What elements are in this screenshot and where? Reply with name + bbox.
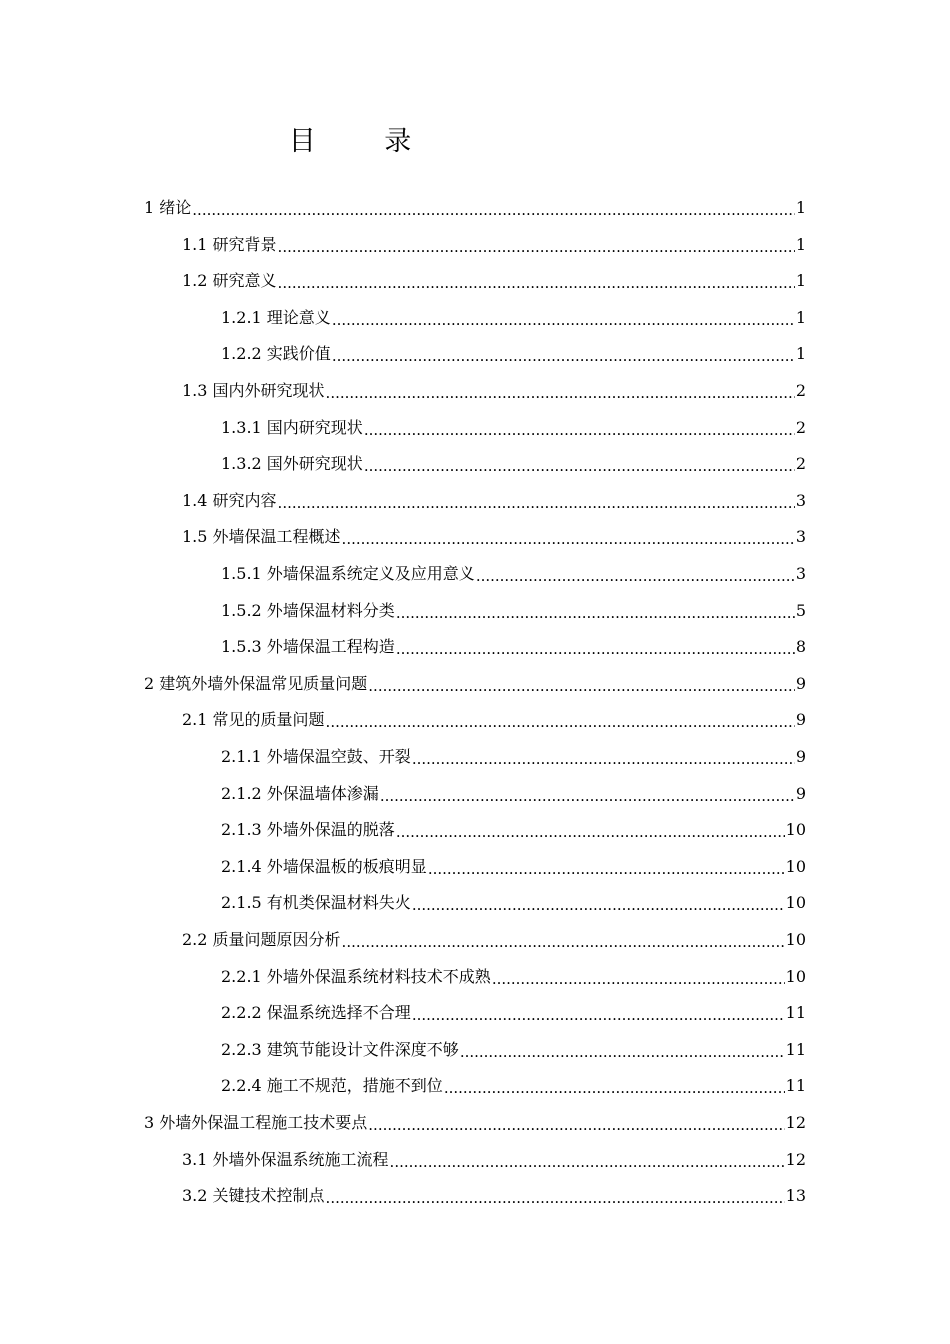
toc-page-number: 1 <box>795 198 806 217</box>
toc-entry[interactable] <box>182 1142 806 1178</box>
toc-entry-label: 3.2 关键技术控制点 <box>182 1186 325 1206</box>
toc-entry[interactable] <box>221 410 806 446</box>
toc-entry-label: 1 绪论 <box>144 198 192 217</box>
toc-entry[interactable] <box>182 227 806 263</box>
toc-entry[interactable] <box>182 922 806 958</box>
toc-entry-label: 1.3 国内外研究现状 <box>182 381 325 400</box>
toc-page-number: 1 <box>795 344 806 364</box>
toc-dot-leader <box>476 566 795 586</box>
toc-dot-leader <box>332 346 795 366</box>
toc-entry[interactable] <box>221 336 806 372</box>
toc-entry-label: 3 外墙外保温工程施工技术要点 <box>144 1113 368 1132</box>
toc-dot-leader <box>364 420 795 440</box>
toc-entry-label: 2.2.2 保温系统选择不合理 <box>221 1003 411 1023</box>
toc-page-number: 9 <box>795 710 806 730</box>
toc-entry[interactable] <box>221 593 806 629</box>
toc-entry[interactable] <box>182 702 806 738</box>
toc-page-number: 10 <box>785 856 806 876</box>
toc-entry[interactable] <box>221 1068 806 1104</box>
toc-entry[interactable] <box>182 263 806 299</box>
toc-entry[interactable] <box>221 812 806 848</box>
toc-dot-leader <box>368 1115 784 1135</box>
toc-entry-label: 2.1.2 外保温墙体渗漏 <box>221 783 379 803</box>
toc-dot-leader <box>326 712 795 732</box>
toc-dot-leader <box>380 786 795 806</box>
toc-page-number: 10 <box>785 893 806 913</box>
toc-dot-leader <box>342 932 785 952</box>
toc-page-number: 2 <box>795 417 806 437</box>
toc-entry[interactable] <box>144 666 806 702</box>
toc-dot-leader <box>278 493 795 513</box>
toc-entry-label: 3.1 外墙外保温系统施工流程 <box>182 1149 389 1169</box>
toc-entry-label: 2.2.4 施工不规范，措施不到位 <box>221 1076 443 1096</box>
toc-entry[interactable] <box>221 959 806 995</box>
toc-page-number: 11 <box>785 1003 806 1023</box>
toc-entry[interactable] <box>221 995 806 1031</box>
toc-page-number: 1 <box>795 271 806 291</box>
toc-dot-leader <box>412 895 785 915</box>
toc-entry[interactable] <box>221 849 806 885</box>
toc-page-number: 10 <box>785 820 806 840</box>
toc-entry[interactable] <box>221 739 806 775</box>
toc-dot-leader <box>278 237 795 257</box>
toc-entry-label: 1.3.2 国外研究现状 <box>221 454 363 474</box>
toc-dot-leader <box>460 1042 785 1062</box>
toc-page-number: 3 <box>795 490 806 510</box>
toc-dot-leader <box>278 273 795 293</box>
toc-page-number: 1 <box>795 234 806 254</box>
toc-entry-label: 2.1.4 外墙保温板的板痕明显 <box>221 856 427 876</box>
toc-entry-label: 1.2.1 理论意义 <box>221 307 331 327</box>
toc-dot-leader <box>492 969 785 989</box>
toc-entry[interactable] <box>221 1032 806 1068</box>
toc-page-number: 12 <box>785 1149 806 1169</box>
toc-page-number: 2 <box>795 454 806 474</box>
toc-dot-leader <box>332 310 795 330</box>
toc-entry[interactable] <box>182 483 806 519</box>
toc-page-number: 2 <box>795 381 806 400</box>
toc-page-number: 9 <box>795 747 806 766</box>
toc-entry-label: 1.2 研究意义 <box>182 271 277 291</box>
toc-page-number: 10 <box>785 930 806 949</box>
toc-dot-leader <box>364 456 795 476</box>
toc-entry-label: 1.1 研究背景 <box>182 234 277 254</box>
toc-page-number: 11 <box>785 1039 806 1059</box>
toc-entry[interactable] <box>144 190 806 226</box>
toc-dot-leader <box>326 383 795 403</box>
toc-dot-leader <box>412 1005 785 1025</box>
toc-dot-leader <box>368 676 795 696</box>
toc-dot-leader <box>342 529 795 549</box>
toc-entry-label: 1.5 外墙保温工程概述 <box>182 527 341 547</box>
toc-entry[interactable] <box>221 300 806 336</box>
toc-page-number: 1 <box>795 307 806 327</box>
toc-entry[interactable] <box>182 373 806 409</box>
toc-page-number: 3 <box>795 527 806 547</box>
toc-entry-label: 1.5.2 外墙保温材料分类 <box>221 600 395 620</box>
toc-page-number: 8 <box>795 637 806 657</box>
toc-entry-label: 2.2.1 外墙外保温系统材料技术不成熟 <box>221 966 491 986</box>
toc-entry-label: 1.5.3 外墙保温工程构造 <box>221 637 395 657</box>
toc-entry[interactable] <box>221 885 806 921</box>
toc-dot-leader <box>444 1078 785 1098</box>
toc-entry-label: 2.1.1 外墙保温空鼓、开裂 <box>221 747 411 766</box>
toc-entry-label: 1.3.1 国内研究现状 <box>221 417 363 437</box>
toc-dot-leader <box>326 1188 785 1208</box>
toc-dot-leader <box>412 749 795 769</box>
toc-entry-label: 2.1 常见的质量问题 <box>182 710 325 730</box>
toc-entry-label: 2.1.5 有机类保温材料失火 <box>221 893 411 913</box>
toc-page-number: 12 <box>785 1113 806 1132</box>
toc-page-number: 11 <box>785 1076 806 1096</box>
toc-entry-label: 2.2.3 建筑节能设计文件深度不够 <box>221 1039 459 1059</box>
toc-entry-label: 2.1.3 外墙外保温的脱落 <box>221 820 395 840</box>
page-title: 目 录 <box>288 126 442 157</box>
toc-entry[interactable] <box>144 1105 806 1141</box>
toc-entry[interactable] <box>182 1178 806 1214</box>
toc-entry-label: 1.2.2 实践价值 <box>221 344 331 364</box>
toc-entry-label: 2 建筑外墙外保温常见质量问题 <box>144 673 368 693</box>
toc-entry[interactable] <box>221 556 806 592</box>
toc-entry-label: 1.5.1 外墙保温系统定义及应用意义 <box>221 564 475 583</box>
toc-dot-leader <box>396 639 795 659</box>
toc-page-number: 10 <box>785 966 806 986</box>
toc-page-number: 9 <box>795 673 806 693</box>
toc-dot-leader <box>396 603 795 623</box>
toc-dot-leader <box>192 200 795 220</box>
toc-entry-label: 2.2 质量问题原因分析 <box>182 930 341 949</box>
toc-page-number: 13 <box>785 1186 806 1206</box>
toc-page-number: 5 <box>795 600 806 620</box>
toc-entry[interactable] <box>182 519 806 555</box>
toc-entry[interactable] <box>221 446 806 482</box>
toc-dot-leader <box>390 1152 785 1172</box>
toc-dot-leader <box>428 859 785 879</box>
toc-entry[interactable] <box>221 776 806 812</box>
toc-dot-leader <box>396 822 785 842</box>
toc-entry[interactable] <box>221 629 806 665</box>
toc-entry-label: 1.4 研究内容 <box>182 490 277 510</box>
toc-page-number: 3 <box>795 564 806 583</box>
toc-page-number: 9 <box>795 783 806 803</box>
